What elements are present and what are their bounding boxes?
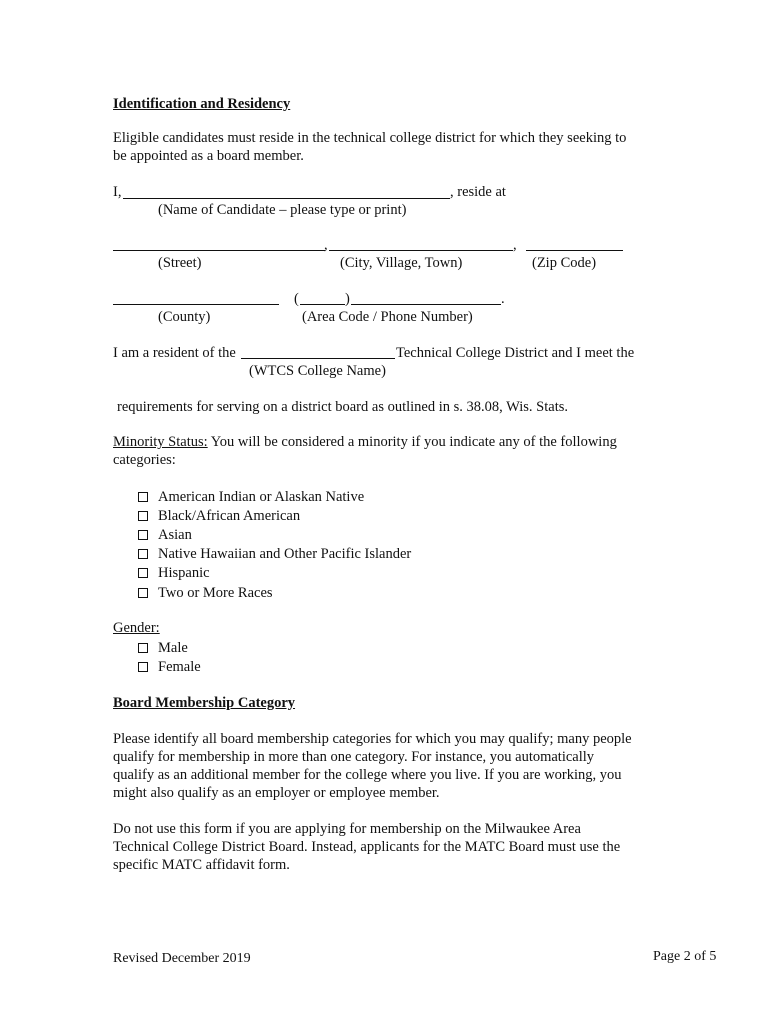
board-para2-line-2: Technical College District Board. Instead, applicants for the MATC Board must use the: [113, 839, 621, 855]
board-para2-line-3: specific MATC affidavit form.: [113, 857, 290, 873]
checkbox[interactable]: [138, 643, 148, 653]
wtcs-college-field[interactable]: [241, 358, 395, 359]
minority-option-6[interactable]: [138, 586, 273, 601]
board-para1-line-4: might also qualify as an employer or employee member.: [113, 785, 440, 801]
paren-close: ): [345, 291, 350, 307]
minority-status-line: [113, 435, 617, 450]
checkbox[interactable]: [138, 549, 148, 559]
checkbox[interactable]: [138, 662, 148, 672]
phone-number-field[interactable]: [351, 304, 501, 305]
checkbox[interactable]: [138, 492, 148, 502]
county-field[interactable]: [113, 304, 279, 305]
area-code-field[interactable]: [300, 304, 345, 305]
phone-caption: (Area Code / Phone Number): [302, 309, 473, 325]
section-heading-identification: Identification and Residency: [113, 96, 291, 112]
requirements-text: requirements for serving on a district board as outlined in s. 38.08, Wis. Stats.: [117, 399, 568, 415]
checkbox[interactable]: [138, 588, 148, 598]
board-para2-line-1: Do not use this form if you are applying for membership on the Milwaukee Area: [113, 821, 581, 837]
minority-option-4[interactable]: [138, 547, 411, 562]
revised-date: Revised December 2019: [113, 951, 251, 966]
minority-option-2[interactable]: [138, 509, 300, 524]
option-label: Native Hawaiian and Other Pacific Islander: [158, 546, 412, 562]
option-label: American Indian or Alaskan Native: [158, 489, 365, 505]
minority-status-label: Minority Status:: [113, 434, 208, 450]
comma-2: ,: [513, 237, 517, 253]
option-label: Asian: [158, 527, 192, 543]
minority-status-text-2: categories:: [113, 452, 176, 468]
resident-prefix: I am a resident of the: [113, 345, 236, 361]
gender-option-male[interactable]: [138, 641, 188, 656]
option-label: Black/African American: [158, 508, 301, 524]
comma-1: ,: [324, 237, 328, 253]
resident-suffix: Technical College District and I meet the: [396, 345, 635, 361]
minority-status-text: You will be considered a minority if you indicate any of the following: [207, 434, 617, 450]
wtcs-caption: (WTCS College Name): [249, 363, 386, 379]
option-label: Hispanic: [158, 565, 210, 581]
checkbox[interactable]: [138, 530, 148, 540]
zip-field[interactable]: [526, 250, 623, 251]
board-para1-line-2: qualify for membership in more than one category. For instance, you automatically: [113, 749, 595, 765]
city-field[interactable]: [329, 250, 513, 251]
board-para1-line-3: qualify as an additional member for the college where you live. If you are working, you: [113, 767, 622, 783]
minority-option-5[interactable]: [138, 566, 210, 581]
section-heading-board: Board Membership Category: [113, 695, 296, 711]
zip-caption: (Zip Code): [532, 255, 597, 271]
board-para1-line-1: Please identify all board membership categories for which you may qualify; many people: [113, 731, 632, 747]
minority-option-3[interactable]: [138, 528, 192, 543]
paren-open: (: [294, 291, 299, 307]
reside-at-text: , reside at: [450, 184, 506, 200]
option-label: Female: [158, 659, 201, 675]
minority-option-1[interactable]: [138, 490, 364, 505]
city-caption: (City, Village, Town): [340, 255, 463, 271]
page-number: Page 2 of 5: [653, 949, 717, 964]
street-caption: (Street): [158, 255, 202, 271]
street-field[interactable]: [113, 250, 325, 251]
intro-text-line-1: Eligible candidates must reside in the technical college district for which they seeking to: [113, 130, 627, 146]
checkbox[interactable]: [138, 568, 148, 578]
county-caption: (County): [158, 309, 211, 325]
option-label: Male: [158, 640, 188, 656]
gender-option-female[interactable]: [138, 660, 201, 675]
gender-label: Gender:: [113, 620, 160, 636]
option-label: Two or More Races: [158, 585, 273, 601]
intro-text-line-2: be appointed as a board member.: [113, 148, 304, 164]
candidate-name-field[interactable]: [123, 198, 450, 199]
phone-period: .: [501, 291, 505, 307]
i-prefix: I,: [113, 184, 122, 200]
candidate-name-caption: (Name of Candidate – please type or print): [158, 202, 407, 218]
checkbox[interactable]: [138, 511, 148, 521]
